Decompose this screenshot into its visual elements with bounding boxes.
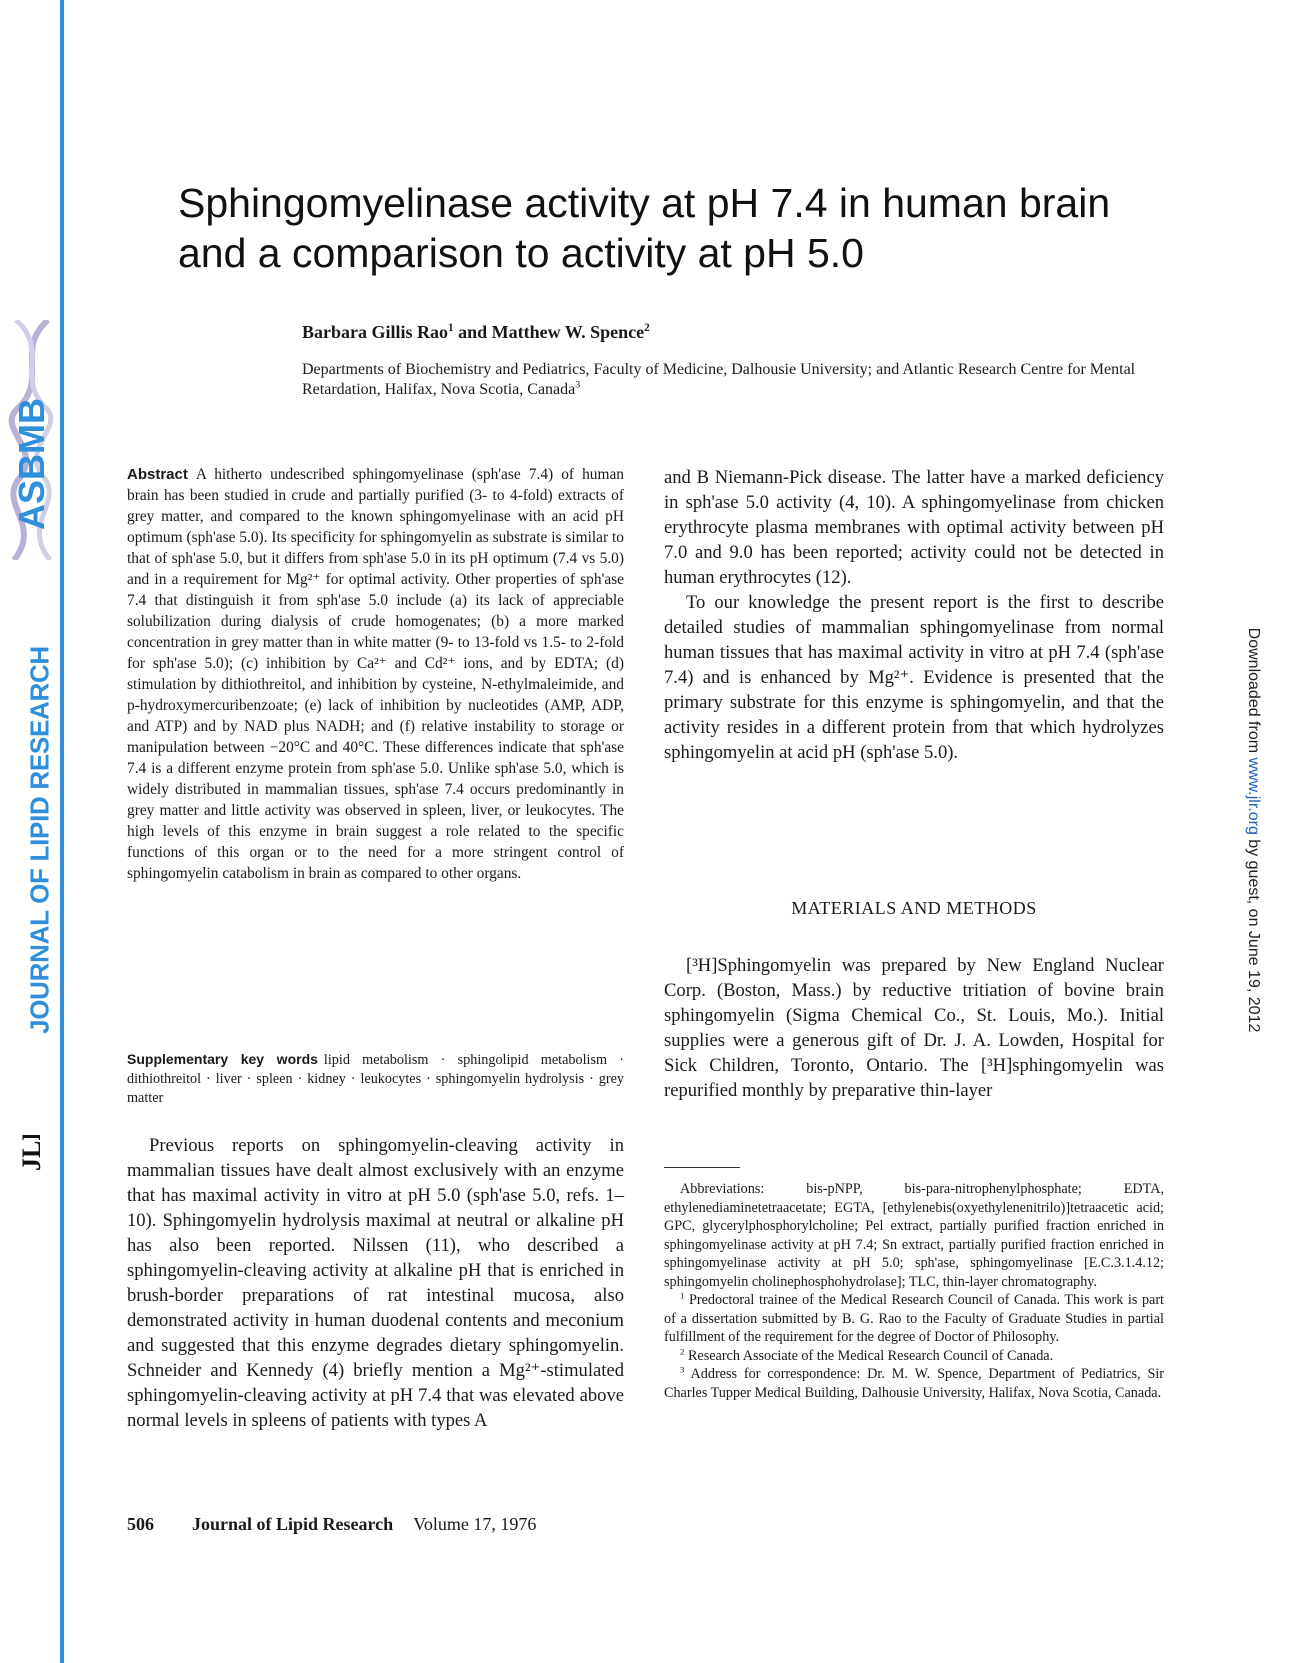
abstract-text: A hitherto undescribed sphingomyelinase (sph'ase 7.4) of human brain has been studied in crude and partially purified (3- to 4-fold) extracts of grey matter, and compared to the known sphingomyelinase with an acid pH optimum (sph'ase 5.0). Its specificity for sphingomyelin as substrate is similar to that of sph'ase 5.0, but it differs from sph'ase 5.0 in its pH optimum (7.4 vs 5.0) and in a requirement for Mg²⁺ for optimal activity. Other properties of sph'ase 7.4 that distinguish it from sph'ase 5.0 include (a) its lack of appreciable solubilization during dialysis of crude homogenates; (b) a more marked concentration in grey matter than in white matter (9- to 13-fold vs 1.5- to 2-fold for sph'ase 5.0); (c) inhibition by Ca²⁺ and Cd²⁺ ions, and by EDTA; (d) stimulation by dithiothreitol, and inhibition by cysteine, N-ethylmaleimide, and p-hydroxymercuribenzoate; (e) lack of inhibition by nucleotides (AMP, ADP, and ATP) and by NAD plus NADH; and (f) relative instability to storage or manipulation between −20°C and 40°C. These differences indicate that sph'ase 7.4 is a different enzyme protein from sph'ase 5.0. Unlike sph'ase 5.0, which is widely distributed in mammalian tissues, sph'ase 7.4 occurs predominantly in grey matter and little activity was observed in spleen, liver, or leukocytes. The high levels of this enzyme in brain suggest a role related to the specific functions of this organ or to the need for a more stringent control of sphingomyelin catabolism in brain as compared to other organs. [127, 466, 624, 882]
footnote-1-text: Predoctoral trainee of the Medical Research Council of Canada. This work is part of a dissertation submitted by B. G. Rao to the Faculty of Graduate Studies in partial fulfillment of the requirement for the degree of Doctor of Philosophy. [664, 1292, 1164, 1345]
footnote-divider [664, 1167, 740, 1168]
jlr-logo-text: JLR [17, 1135, 46, 1171]
author-1-footnote-mark: 1 [448, 322, 454, 334]
keywords-label: Supplementary key words [127, 1051, 318, 1067]
author-1: Barbara Gillis Rao [302, 322, 449, 342]
footer-volume: Volume 17, 1976 [413, 1514, 537, 1534]
abstract [127, 464, 624, 884]
footnote-2-mark: 2 [680, 1345, 685, 1356]
sidebar-accent-bar [60, 0, 64, 1663]
author-2-footnote-mark: 2 [644, 322, 650, 334]
footnotes [664, 1180, 1164, 1402]
download-suffix: by guest, on June 19, 2012 [1245, 834, 1262, 1033]
abstract-label: Abstract [127, 466, 188, 483]
intro-right-column [664, 465, 1164, 765]
footnote-3-text: Address for correspondence: Dr. M. W. Spence, Department of Pediatrics, Sir Charles Tupper Medical Building, Dalhousie University, Halifax, Nova Scotia, Canada. [664, 1366, 1164, 1401]
intro-paragraph-1-continued: and B Niemann-Pick disease. The latter have a marked deficiency in sph'ase 5.0 activity (4, 10). A sphingomyelinase from chicken erythrocyte plasma membranes with optimal activity between pH 7.0 and 9.0 has been reported; activity could not be detected in human erythrocytes (12). [664, 467, 1164, 588]
methods-section [664, 953, 1164, 1103]
page-footer [127, 1514, 536, 1535]
footnote-3 [664, 1365, 1164, 1402]
journal-name-vertical [20, 646, 60, 1034]
footnote-3-mark: 3 [680, 1364, 685, 1375]
journal-name-text: JOURNAL OF LIPID RESEARCH [24, 646, 55, 1034]
intro-paragraph-2: To our knowledge the present report is the first to describe detailed studies of mammalian sphingomyelinase from normal human tissues that has maximal activity in vitro at pH 7.4 (sph'ase 7.4) and is enhanced by Mg²⁺. Evidence is presented that the primary substrate for this enzyme is sphingomyelin, and that the activity resides in a different protein from that which hydrolyzes sphingomyelin at acid pH (sph'ase 5.0). [664, 592, 1164, 763]
download-link[interactable]: www.jlr.org [1245, 757, 1262, 835]
footnote-1-mark: 1 [680, 1290, 685, 1301]
asbmb-logo-text: ASBMB [11, 398, 52, 530]
author-connector: and [453, 322, 492, 342]
page-number: 506 [127, 1514, 154, 1534]
footnote-2 [664, 1347, 1164, 1366]
methods-heading: MATERIALS AND METHODS [791, 898, 1037, 918]
article-title: Sphingomyelinase activity at pH 7.4 in human brain and a comparison to activity at pH 5.0 [178, 180, 1111, 276]
jlr-logo [10, 1135, 54, 1175]
author-2: Matthew W. Spence [491, 322, 645, 342]
author-line [302, 322, 650, 343]
keywords [127, 1050, 624, 1108]
footnote-2-text: Research Associate of the Medical Research Council of Canada. [684, 1347, 1054, 1364]
affiliation [302, 360, 1162, 400]
download-prefix: Downloaded from [1245, 627, 1262, 758]
intro-left-column [127, 1133, 624, 1433]
footer-journal-name: Journal of Lipid Research [192, 1514, 394, 1534]
footnote-1 [664, 1291, 1164, 1347]
affiliation-text: Departments of Biochemistry and Pediatrics, Faculty of Medicine, Dalhousie University; and Atlantic Research Centre for Mental Retardation, Halifax, Nova Scotia, Canada [302, 361, 1136, 398]
affiliation-footnote-mark: 3 [575, 379, 581, 391]
download-note [1238, 620, 1268, 1040]
asbmb-logo [4, 320, 60, 560]
intro-paragraph-1: Previous reports on sphingomyelin-cleaving activity in mammalian tissues have dealt almost exclusively with an enzyme that has maximal activity in vitro at pH 5.0 (sph'ase 5.0, refs. 1–10). Sphingomyelin hydrolysis maximal at neutral or alkaline pH has also been reported. Nilssen (11), who described a sphingomyelin-cleaving activity at alkaline pH that is enriched in brush-border preparations of rat intestinal mucosa, also demonstrated activity in human duodenal contents and meconium and suggested that this enzyme degrades dietary sphingomyelin. Schneider and Kennedy (4) briefly mention a Mg²⁺-stimulated sphingomyelin-cleaving activity at pH 7.4 that was elevated above normal levels in spleens of patients with types A [127, 1135, 624, 1431]
footnote-abbreviations: Abbreviations: bis-pNPP, bis-para-nitrophenylphosphate; EDTA, ethylenediaminetetraacetate; EGTA, [ethylenebis(oxyethylenenitrilo)]tetraacetic acid; GPC, glycerylphosphorylcholine; Pel extract, partially purified fraction enriched in sphingomyelinase activity at pH 7.4; Sn extract, partially purified fraction enriched in sphingomyelinase activity at pH 5.0; sph'ase, sphingomyelinase [E.C.3.1.4.12; sphingomyelin cholinephosphohydrolase]; TLC, thin-layer chromatography. [664, 1181, 1164, 1290]
methods-paragraph-1: [³H]Sphingomyelin was prepared by New England Nuclear Corp. (Boston, Mass.) by reductive tritiation of bovine brain sphingomyelin (Sigma Chemical Co., St. Louis, Mo.). Initial supplies were a generous gift of Dr. J. A. Lowden, Hospital for Sick Children, Toronto, Ontario. The [³H]sphingomyelin was repurified monthly by preparative thin-layer [664, 955, 1164, 1101]
keywords-text: lipid metabolism · sphingolipid metabolism · dithiothreitol · liver · spleen · kidney · leukocytes · sphingomyelin hydrolysis · grey matter [127, 1052, 624, 1106]
